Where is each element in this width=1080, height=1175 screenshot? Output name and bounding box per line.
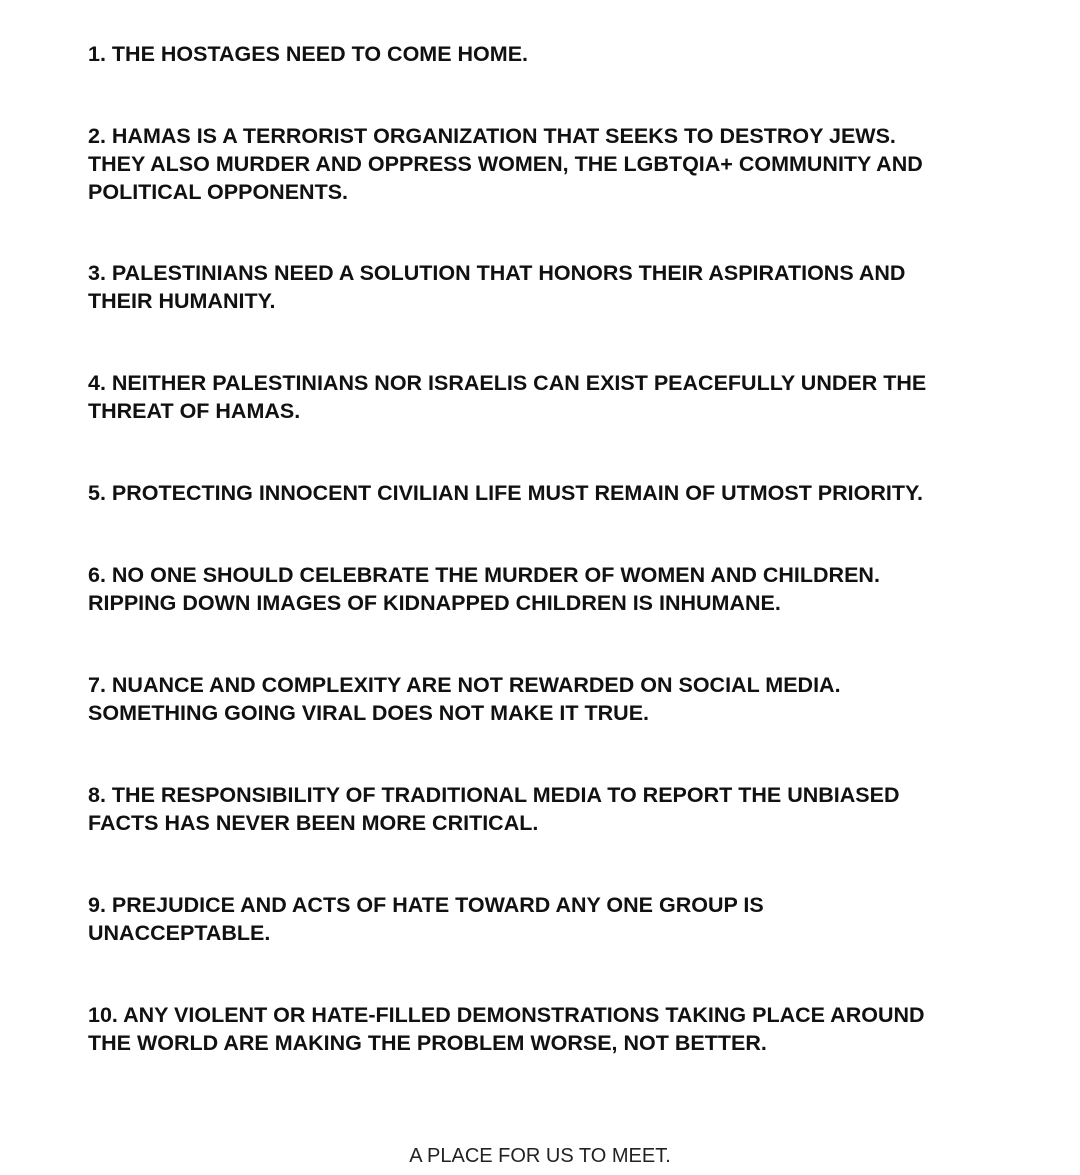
statement-3: 3. PALESTINIANS NEED A SOLUTION THAT HONORS THEIR ASPIRATIONS AND THEIR HUMANITY. xyxy=(88,261,906,313)
statement-1: 1. THE HOSTAGES NEED TO COME HOME. xyxy=(88,42,529,66)
statement-9: 9. PREJUDICE AND ACTS OF HATE TOWARD ANY ONE GROUP IS UNACCEPTABLE. xyxy=(88,893,764,945)
statement-7: 7. NUANCE AND COMPLEXITY ARE NOT REWARDED ON SOCIAL MEDIA. SOMETHING GOING VIRAL DOES NOT MAKE IT TRUE. xyxy=(88,673,841,725)
statement-6: 6. NO ONE SHOULD CELEBRATE THE MURDER OF WOMEN AND CHILDREN. RIPPING DOWN IMAGES OF KIDNAPPED CHILDREN IS INHUMANE. xyxy=(88,563,880,615)
statement-10: 10. ANY VIOLENT OR HATE-FILLED DEMONSTRATIONS TAKING PLACE AROUND THE WORLD ARE MAKING THE PROBLEM WORSE, NOT BETTER. xyxy=(88,1003,925,1055)
statement-2: 2. HAMAS IS A TERRORIST ORGANIZATION THAT SEEKS TO DESTROY JEWS. THEY ALSO MURDER AND OPPRESS WOMEN, THE LGBTQIA+ COMMUNITY AND POLITICAL OPPONENTS. xyxy=(88,124,923,204)
statement-5: 5. PROTECTING INNOCENT CIVILIAN LIFE MUST REMAIN OF UTMOST PRIORITY. xyxy=(88,481,923,505)
statement-8: 8. THE RESPONSIBILITY OF TRADITIONAL MEDIA TO REPORT THE UNBIASED FACTS HAS NEVER BEEN MORE CRITICAL. xyxy=(88,783,900,835)
footer-tagline: A PLACE FOR US TO MEET. xyxy=(409,1145,671,1167)
statement-4: 4. NEITHER PALESTINIANS NOR ISRAELIS CAN EXIST PEACEFULLY UNDER THE THREAT OF HAMAS. xyxy=(88,371,927,423)
